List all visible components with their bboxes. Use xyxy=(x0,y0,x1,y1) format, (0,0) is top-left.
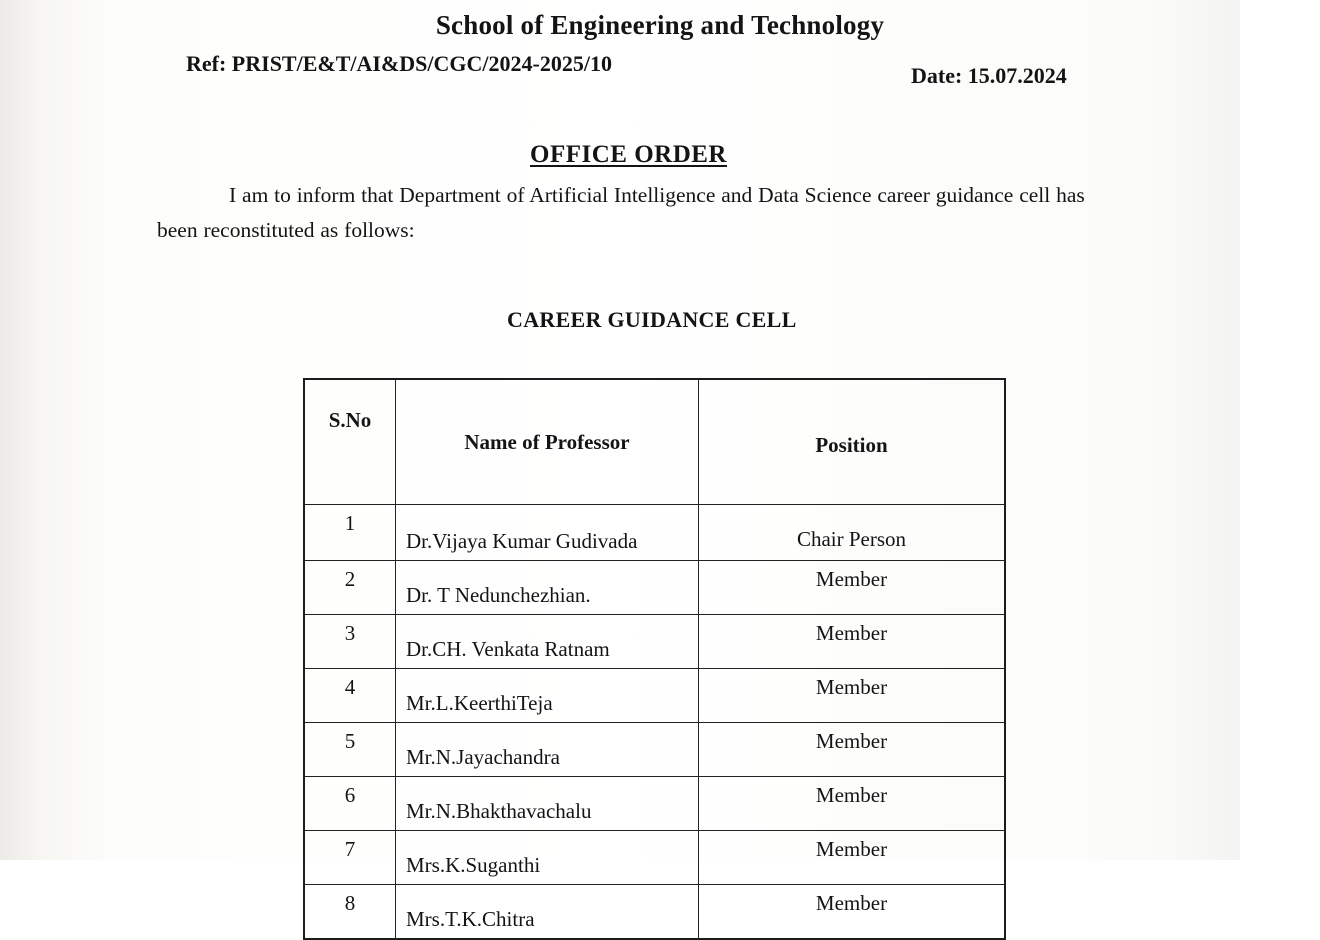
column-header-name: Name of Professor xyxy=(396,379,699,505)
cell-position: Member xyxy=(699,723,1006,777)
cell-sno: 2 xyxy=(304,561,396,615)
table-row xyxy=(304,777,1005,831)
cell-sno: 3 xyxy=(304,615,396,669)
column-header-sno: S.No xyxy=(304,379,396,505)
cell-position: Member xyxy=(699,885,1006,940)
cell-position: Member xyxy=(699,831,1006,885)
cell-name: Dr. T Nedunchezhian. xyxy=(396,561,699,615)
cell-position: Member xyxy=(699,561,1006,615)
order-body-paragraph: I am to inform that Department of Artificial Intelligence and Data Science career guidance cell has been reconstituted as follows: xyxy=(157,183,1085,242)
cell-position: Member xyxy=(699,615,1006,669)
members-table xyxy=(303,378,1006,940)
table-row xyxy=(304,615,1005,669)
order-date: Date: 15.07.2024 xyxy=(911,63,1067,88)
reference-number: Ref: PRIST/E&T/AI&DS/CGC/2024-2025/10 xyxy=(186,51,612,76)
cell-name: Mrs.T.K.Chitra xyxy=(396,885,699,940)
cell-sno: 5 xyxy=(304,723,396,777)
table-row xyxy=(304,505,1005,561)
cell-position: Chair Person xyxy=(699,505,1006,561)
office-order-title: OFFICE ORDER xyxy=(530,141,727,168)
cell-name: Mrs.K.Suganthi xyxy=(396,831,699,885)
column-header-position: Position xyxy=(699,379,1006,505)
table-row xyxy=(304,885,1005,940)
cell-name: Mr.N.Bhakthavachalu xyxy=(396,777,699,831)
cell-sno: 1 xyxy=(304,505,396,561)
cell-sno: 4 xyxy=(304,669,396,723)
cell-name: Mr.L.KeerthiTeja xyxy=(396,669,699,723)
cell-sno: 7 xyxy=(304,831,396,885)
cell-sno: 6 xyxy=(304,777,396,831)
table-row xyxy=(304,831,1005,885)
cell-position: Member xyxy=(699,777,1006,831)
school-heading: School of Engineering and Technology xyxy=(435,10,885,40)
table-row xyxy=(304,669,1005,723)
cell-name: Dr.Vijaya Kumar Gudivada xyxy=(396,505,699,561)
table-row xyxy=(304,723,1005,777)
cell-name: Dr.CH. Venkata Ratnam xyxy=(396,615,699,669)
cell-position: Member xyxy=(699,669,1006,723)
table-row xyxy=(304,561,1005,615)
table-header-row xyxy=(304,379,1005,505)
cell-name: Mr.N.Jayachandra xyxy=(396,723,699,777)
cell-sno: 8 xyxy=(304,885,396,940)
career-guidance-cell-title: CAREER GUIDANCE CELL xyxy=(507,307,797,332)
